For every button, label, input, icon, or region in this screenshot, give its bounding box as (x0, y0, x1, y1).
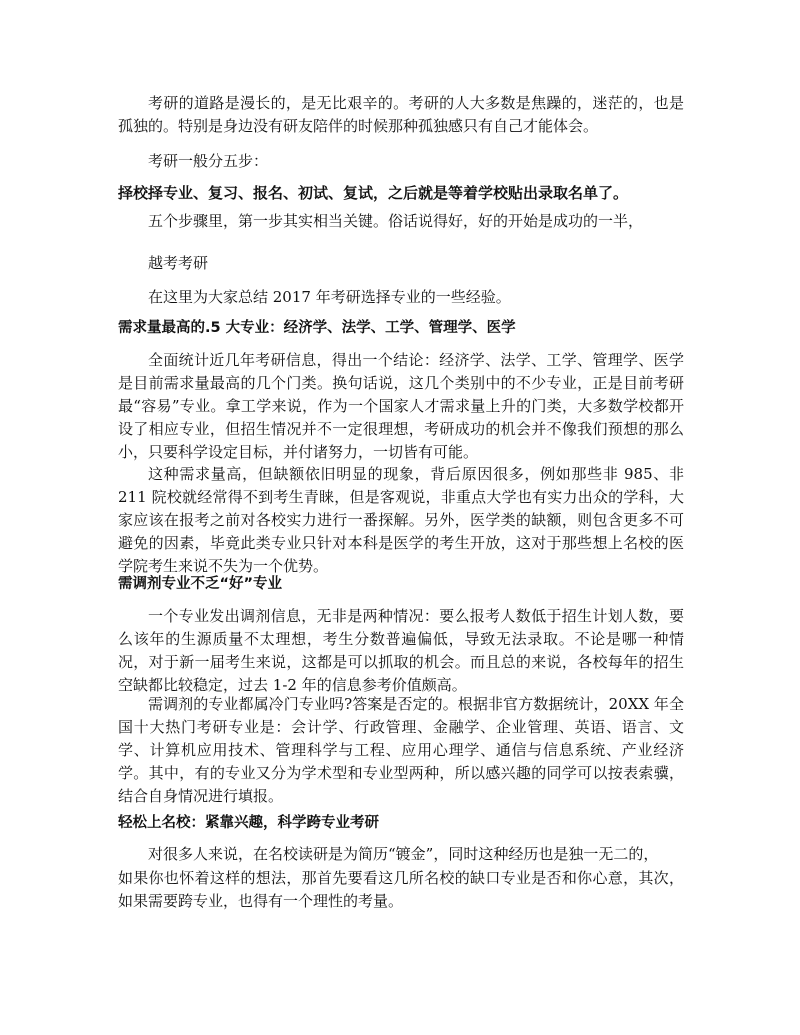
section1-heading: 需求量最高的.5 大专业：经济学、法学、工学、管理学、医学 (118, 320, 516, 336)
section3-heading: 轻松上名校：紧靠兴趣，科学跨专业考研 (118, 815, 379, 831)
section1-paragraph-2: 这种需求量高，但缺额依旧明显的现象，背后原因很多，例如那些非 985、非 211 院校就经常得不到考生青睐，但是客观说，非重点大学也有实力出众的学科，大家应该在报考之前对各校实力进行一番探解。另外，医学类的缺额，则包含更多不可避免的因素，毕竟此类专业只针对本科是医学的考生开放，这对于那些想上名校的医学院考生来说不失为一个优势。 (118, 465, 684, 575)
section2-heading: 需调剂专业不乏“好”专业 (118, 576, 283, 592)
intro-paragraph-5: 在这里为大家总结 2017 年考研选择专业的一些经验。 (148, 288, 511, 306)
section3-paragraph-2: 如果你也怀着这样的想法，那首先要看这几所名校的缺口专业是否和你心意，其次，如果需要跨专业，也得有一个理性的考量。 (118, 869, 684, 910)
steps-heading: 择校择专业、复习、报名、初试、复试，之后就是等着学校贴出录取名单了。 (118, 184, 629, 202)
intro-paragraph-4: 越考考研 (148, 254, 209, 272)
section2-paragraph-1: 一个专业发出调剂信息，无非是两种情况：要么报考人数低于招生计划人数，要么该年的生源质量不太理想，考生分数普遍偏低，导致无法录取。不论是哪一种情况，对于新一届考生来说，这都是可以抓取的机会。而且总的来说，各校每年的招生空缺都比较稳定，过去 1-2 年的信息参考价值颇高。 (118, 607, 684, 694)
section1-paragraph-1: 全面统计近几年考研信息，得出一个结论：经济学、法学、工学、管理学、医学是目前需求量最高的几个门类。换句话说，这几个类别中的不少专业，正是目前考研最“容易”专业。拿工学来说，作为一个国家人才需求量上升的门类，大多数学校都开设了相应专业，但招生情况并不一定很理想，考研成功的机会并不像我们预想的那么小，只要科学设定目标，并付诸努力，一切皆有可能。 (118, 351, 684, 461)
intro-paragraph-1: 考研的道路是漫长的，是无比艰辛的。考研的人大多数是焦躁的，迷茫的，也是孤独的。特别是身边没有研友陪伴的时候那种孤独感只有自己才能体会。 (118, 94, 684, 135)
intro-paragraph-2: 考研一般分五步： (148, 152, 269, 170)
intro-paragraph-3: 五个步骤里，第一步其实相当关键。俗话说得好，好的开始是成功的一半， (148, 212, 644, 230)
section3-paragraph-1: 对很多人来说，在名校读研是为简历“镀金”，同时这种经历也是独一无二的， (148, 845, 659, 863)
section2-paragraph-2: 需调剂的专业都属冷门专业吗?答案是否定的。根据非官方数据统计，20XX 年全国十大热门考研专业是：会计学、行政管理、金融学、企业管理、英语、语言、文学、计算机应用技术、管理科学与工程、应用心理学、通信与信息系统、产业经济学。其中，有的专业又分为学术型和专业型两种，所以感兴趣的同学可以按表索骥，结合自身情况进行填报。 (118, 695, 684, 805)
